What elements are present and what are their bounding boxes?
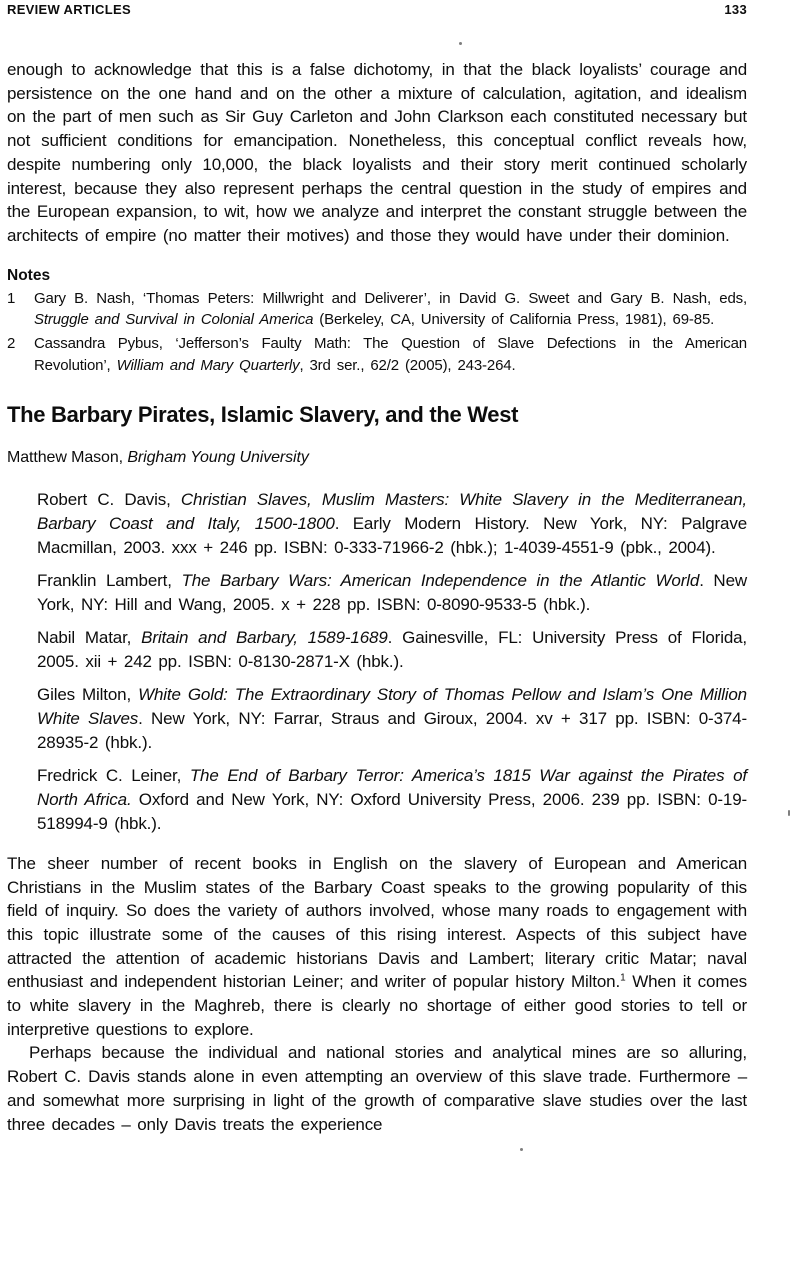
notes-heading: Notes bbox=[7, 266, 51, 284]
scan-artifact-dot bbox=[520, 1148, 523, 1151]
body-paragraph: The sheer number of recent books in English on the slavery of European and American Christians in the Muslim states of the Barbary Coast speaks to the growing popularity of this field of inquiry. So does the variety of authors involved, whose many roads to engagement with this topic illustrate some of the causes of this rising interest. Aspects of this subject have attracted the attention of academic historians Davis and Lambert; literary critic Matar; naval enthusiast and independent historian Leiner; and writer of popular history Milton.$^1$ When it comes to white slavery in the Maghreb, there is clearly no shortage of either good stories to tell or interpretive questions to explore. bbox=[7, 853, 747, 1039]
note-number: 2 bbox=[7, 335, 16, 353]
book-citation: Fredrick C. Leiner, The End of Barbary Terror: America’s 1815 War against the Pirates of North Africa. Oxford and New York, NY: Oxford University Press, 2006. 239 pp. ISBN: 0-19-518994-9 (hbk.). bbox=[37, 765, 748, 833]
book-citation: Giles Milton, White Gold: The Extraordinary Story of Thomas Pellow and Islam’s One Million White Slaves. New York, NY: Farrar, Straus and Giroux, 2004. xv + 317 pp. ISBN: 0-374-28935-2 (hbk.). bbox=[37, 684, 747, 752]
body-paragraph: Perhaps because the individual and national stories and analytical mines are so alluring, Robert C. Davis stands alone in even attempting an overview of this slave trade. Furthermore – and somewhat more surprising in light of the growth of comparative slave studies over the last three decades – only Davis treats the experience bbox=[7, 1043, 747, 1134]
intro-paragraph: enough to acknowledge that this is a false dichotomy, in that the black loyalists’ courage and persistence on the one hand and on the other a mixture of calculation, agitation, and idealism on the part of men such as Sir Guy Carleton and John Clarkson each constituted necessary but not sufficient conditions for emancipation. Nonetheless, this conceptual conflict reveals how, despite numbering only 10,000, the black loyalists and their story merit continued scholarly interest, because they also represent perhaps the central question in the study of empires and the European expansion, to wit, how we analyze and interpret the constant struggle between the architects of empire (no matter their motives) and those they would have under their dominion. bbox=[7, 60, 747, 245]
book-citation: Nabil Matar, Britain and Barbary, 1589-1689. Gainesville, FL: University Press of Florida, 2005. xii + 242 pp. ISBN: 0-8130-2871-X (hbk.). bbox=[37, 627, 747, 671]
page-number: 133 bbox=[724, 2, 747, 17]
note-text: Gary B. Nash, ‘Thomas Peters: Millwright and Deliverer’, in David G. Sweet and Gary B. Nash, eds, Struggle and Survival in Colonial America (Berkeley, CA, University of California Press, 1981), 69-85. bbox=[34, 289, 747, 329]
note-text: Cassandra Pybus, ‘Jefferson’s Faulty Math: The Question of Slave Defections in the American Revolution’, William and Mary Quarterly, 3rd ser., 62/2 (2005), 243-264. bbox=[34, 335, 747, 375]
book-citation: Robert C. Davis, Christian Slaves, Muslim Masters: White Slavery in the Mediterranean, Barbary Coast and Italy, 1500-1800. Early Modern History. New York, NY: Palgrave Macmillan, 2003. xxx + 246 pp. ISBN: 0-333-71966-2 (hbk.); 1-4039-4551-9 (pbk., 2004). bbox=[37, 489, 747, 557]
book-citation: Franklin Lambert, The Barbary Wars: American Independence in the Atlantic World. New York, NY: Hill and Wang, 2005. x + 228 pp. ISBN: 0-8090-9533-5 (hbk.). bbox=[37, 570, 747, 614]
scan-artifact-dot bbox=[459, 42, 462, 45]
article-byline: Matthew Mason, Brigham Young University bbox=[7, 448, 309, 466]
note-number: 1 bbox=[7, 289, 16, 307]
running-header bbox=[7, 2, 747, 18]
book-citation-list bbox=[7, 488, 747, 836]
note-item bbox=[7, 288, 747, 332]
scan-artifact-mark bbox=[788, 810, 790, 816]
section-label: REVIEW ARTICLES bbox=[7, 2, 131, 17]
article-title: The Barbary Pirates, Islamic Slavery, and the West bbox=[7, 401, 519, 427]
note-item bbox=[7, 333, 747, 377]
